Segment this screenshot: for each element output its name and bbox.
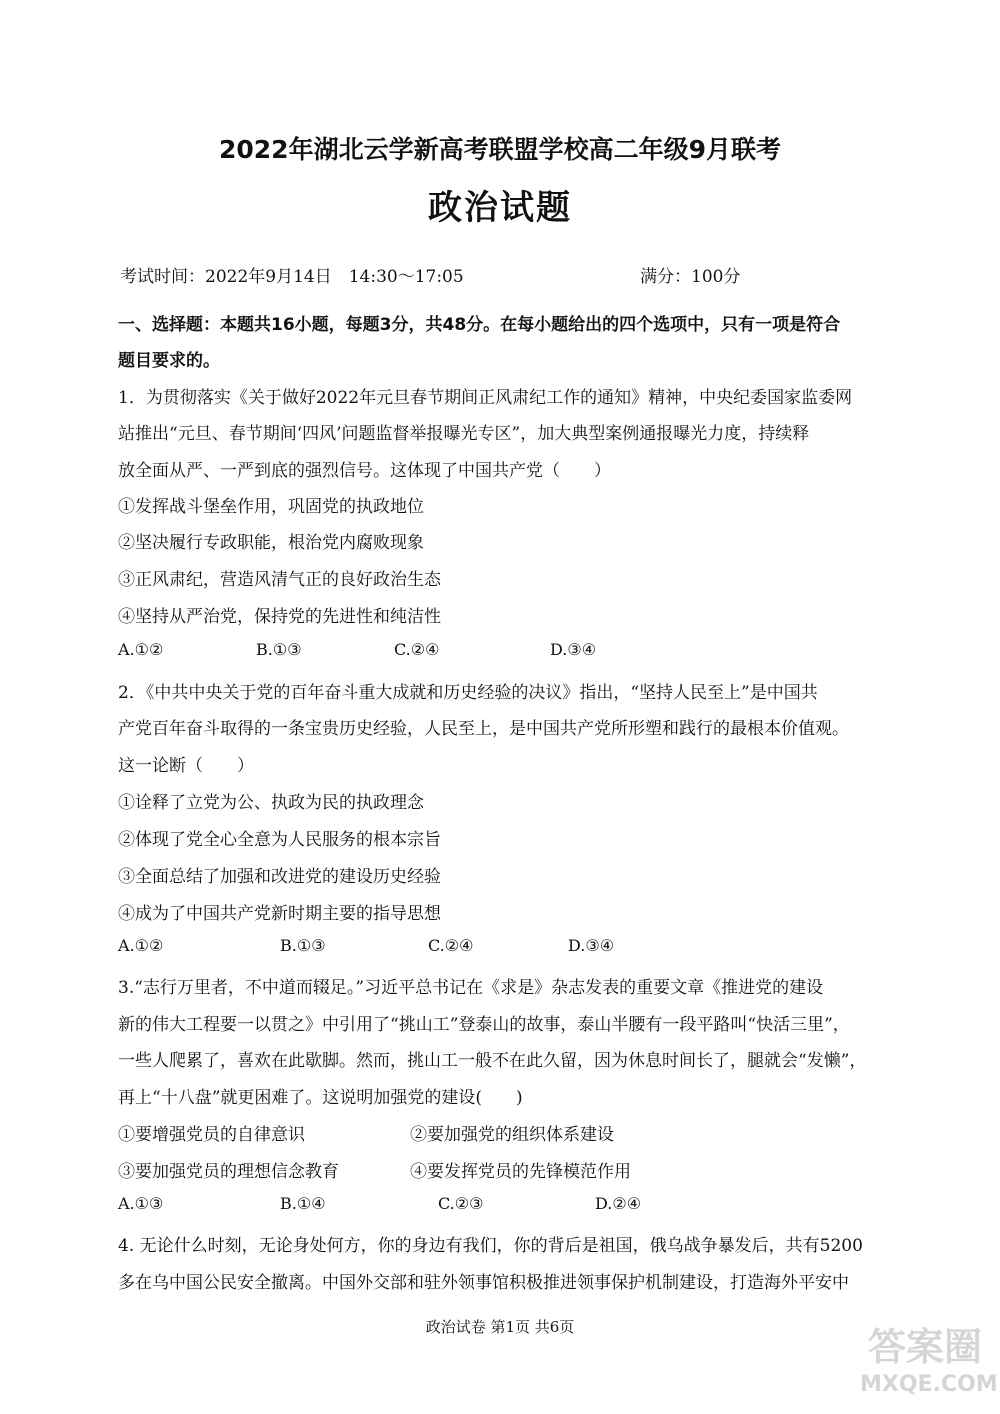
- watermark-top-text: 答案圈: [867, 1325, 982, 1369]
- watermark-logo: [860, 1312, 998, 1410]
- q3-choice-c: C.②③: [438, 1194, 484, 1213]
- q3-statement: ②要加强党的组织体系建设: [410, 1125, 614, 1145]
- q2-statement: ③全面总结了加强和改进党的建设历史经验: [118, 867, 441, 887]
- exam-title: 2022年湖北云学新高考联盟学校高二年级9月联考: [219, 135, 781, 164]
- q1-choice-d: D.③④: [550, 640, 597, 659]
- q3-choice-b: B.①④: [280, 1194, 326, 1213]
- q3-statement: ①要增强党员的自律意识: [118, 1125, 305, 1145]
- q4-stem-line: 多在乌中国公民安全撤离。中国外交部和驻外领事馆积极推进领事保护机制建设，打造海外平安中: [118, 1273, 849, 1293]
- q2-statement: ④成为了中国共产党新时期主要的指导思想: [118, 904, 441, 924]
- q3-choice-a: A.①③: [118, 1194, 164, 1213]
- section-instructions: 一、选择题：本题共16小题，每题3分，共48分。在每小题给出的四个选项中，只有一项是符合: [118, 315, 841, 335]
- q3-stem-line: 一些人爬累了，喜欢在此歇脚。然而，挑山工一般不在此久留，因为休息时间长了，腿就会“发懒”，: [118, 1051, 867, 1071]
- exam-subject-title: 政治试题: [428, 188, 572, 228]
- q1-choice-a: A.①②: [118, 640, 164, 659]
- q2-stem-line: 这一论断（ ）: [118, 756, 254, 776]
- q2-choice-b: B.①③: [280, 936, 326, 955]
- q2-choice-c: C.②④: [428, 936, 474, 955]
- q2-choice-a: A.①②: [118, 936, 164, 955]
- q3-statement: ④要发挥党员的先锋模范作用: [410, 1162, 631, 1182]
- q1-stem-line: 放全面从严、一严到底的强烈信号。这体现了中国共产党（ ）: [118, 461, 611, 481]
- q1-statement: ④坚持从严治党，保持党的先进性和纯洁性: [118, 607, 441, 627]
- q1-choice-c: C.②④: [394, 640, 440, 659]
- q1-statement: ①发挥战斗堡垒作用，巩固党的执政地位: [118, 497, 424, 517]
- q2-statement: ①诠释了立党为公、执政为民的执政理念: [118, 793, 424, 813]
- q3-stem-line: 新的伟大工程要一以贯之》中引用了“挑山工”登泰山的故事，泰山半腰有一段平路叫“快活三里”，: [118, 1015, 850, 1035]
- watermark-bottom-text: MXQE.COM: [860, 1372, 998, 1397]
- page-footer: 政治试卷 第1页 共6页: [425, 1318, 575, 1336]
- q1-choice-b: B.①③: [256, 640, 302, 659]
- q3-stem-line: 3.“志行万里者，不中道而辍足。”习近平总书记在《求是》杂志发表的重要文章《推进党的建设: [118, 978, 824, 998]
- q1-statement: ②坚决履行专政职能，根治党内腐败现象: [118, 533, 424, 553]
- q1-statement: ③正风肃纪，营造风清气正的良好政治生态: [118, 570, 441, 590]
- exam-time: 考试时间：2022年9月14日 14:30～17:05: [120, 267, 464, 287]
- q3-stem-line: 再上“十八盘”就更困难了。这说明加强党的建设( ): [118, 1088, 523, 1108]
- full-score: 满分：100分: [640, 267, 741, 287]
- q2-statement: ②体现了党全心全意为人民服务的根本宗旨: [118, 830, 441, 850]
- section-instructions-cont: 题目要求的。: [118, 351, 220, 371]
- q1-stem-line: 站推出“元旦、春节期间‘四风’问题监督举报曝光专区”，加大典型案例通报曝光力度，持续释: [118, 424, 810, 444]
- q3-choice-d: D.②④: [595, 1194, 642, 1213]
- q1-stem-line: 1．为贯彻落实《关于做好2022年元旦春节期间正风肃纪工作的通知》精神，中央纪委国家监委网: [118, 388, 853, 408]
- q2-stem-line: 2．《中共中央关于党的百年奋斗重大成就和历史经验的决议》指出，“坚持人民至上”是中国共: [118, 683, 818, 703]
- q2-choice-d: D.③④: [568, 936, 615, 955]
- q3-statement: ③要加强党员的理想信念教育: [118, 1162, 339, 1182]
- q2-stem-line: 产党百年奋斗取得的一条宝贵历史经验，人民至上，是中国共产党所形塑和践行的最根本价值观。: [118, 719, 849, 739]
- q4-stem-line: 4. 无论什么时刻，无论身处何方，你的身边有我们，你的背后是祖国，俄乌战争暴发后，共有5200: [118, 1236, 863, 1256]
